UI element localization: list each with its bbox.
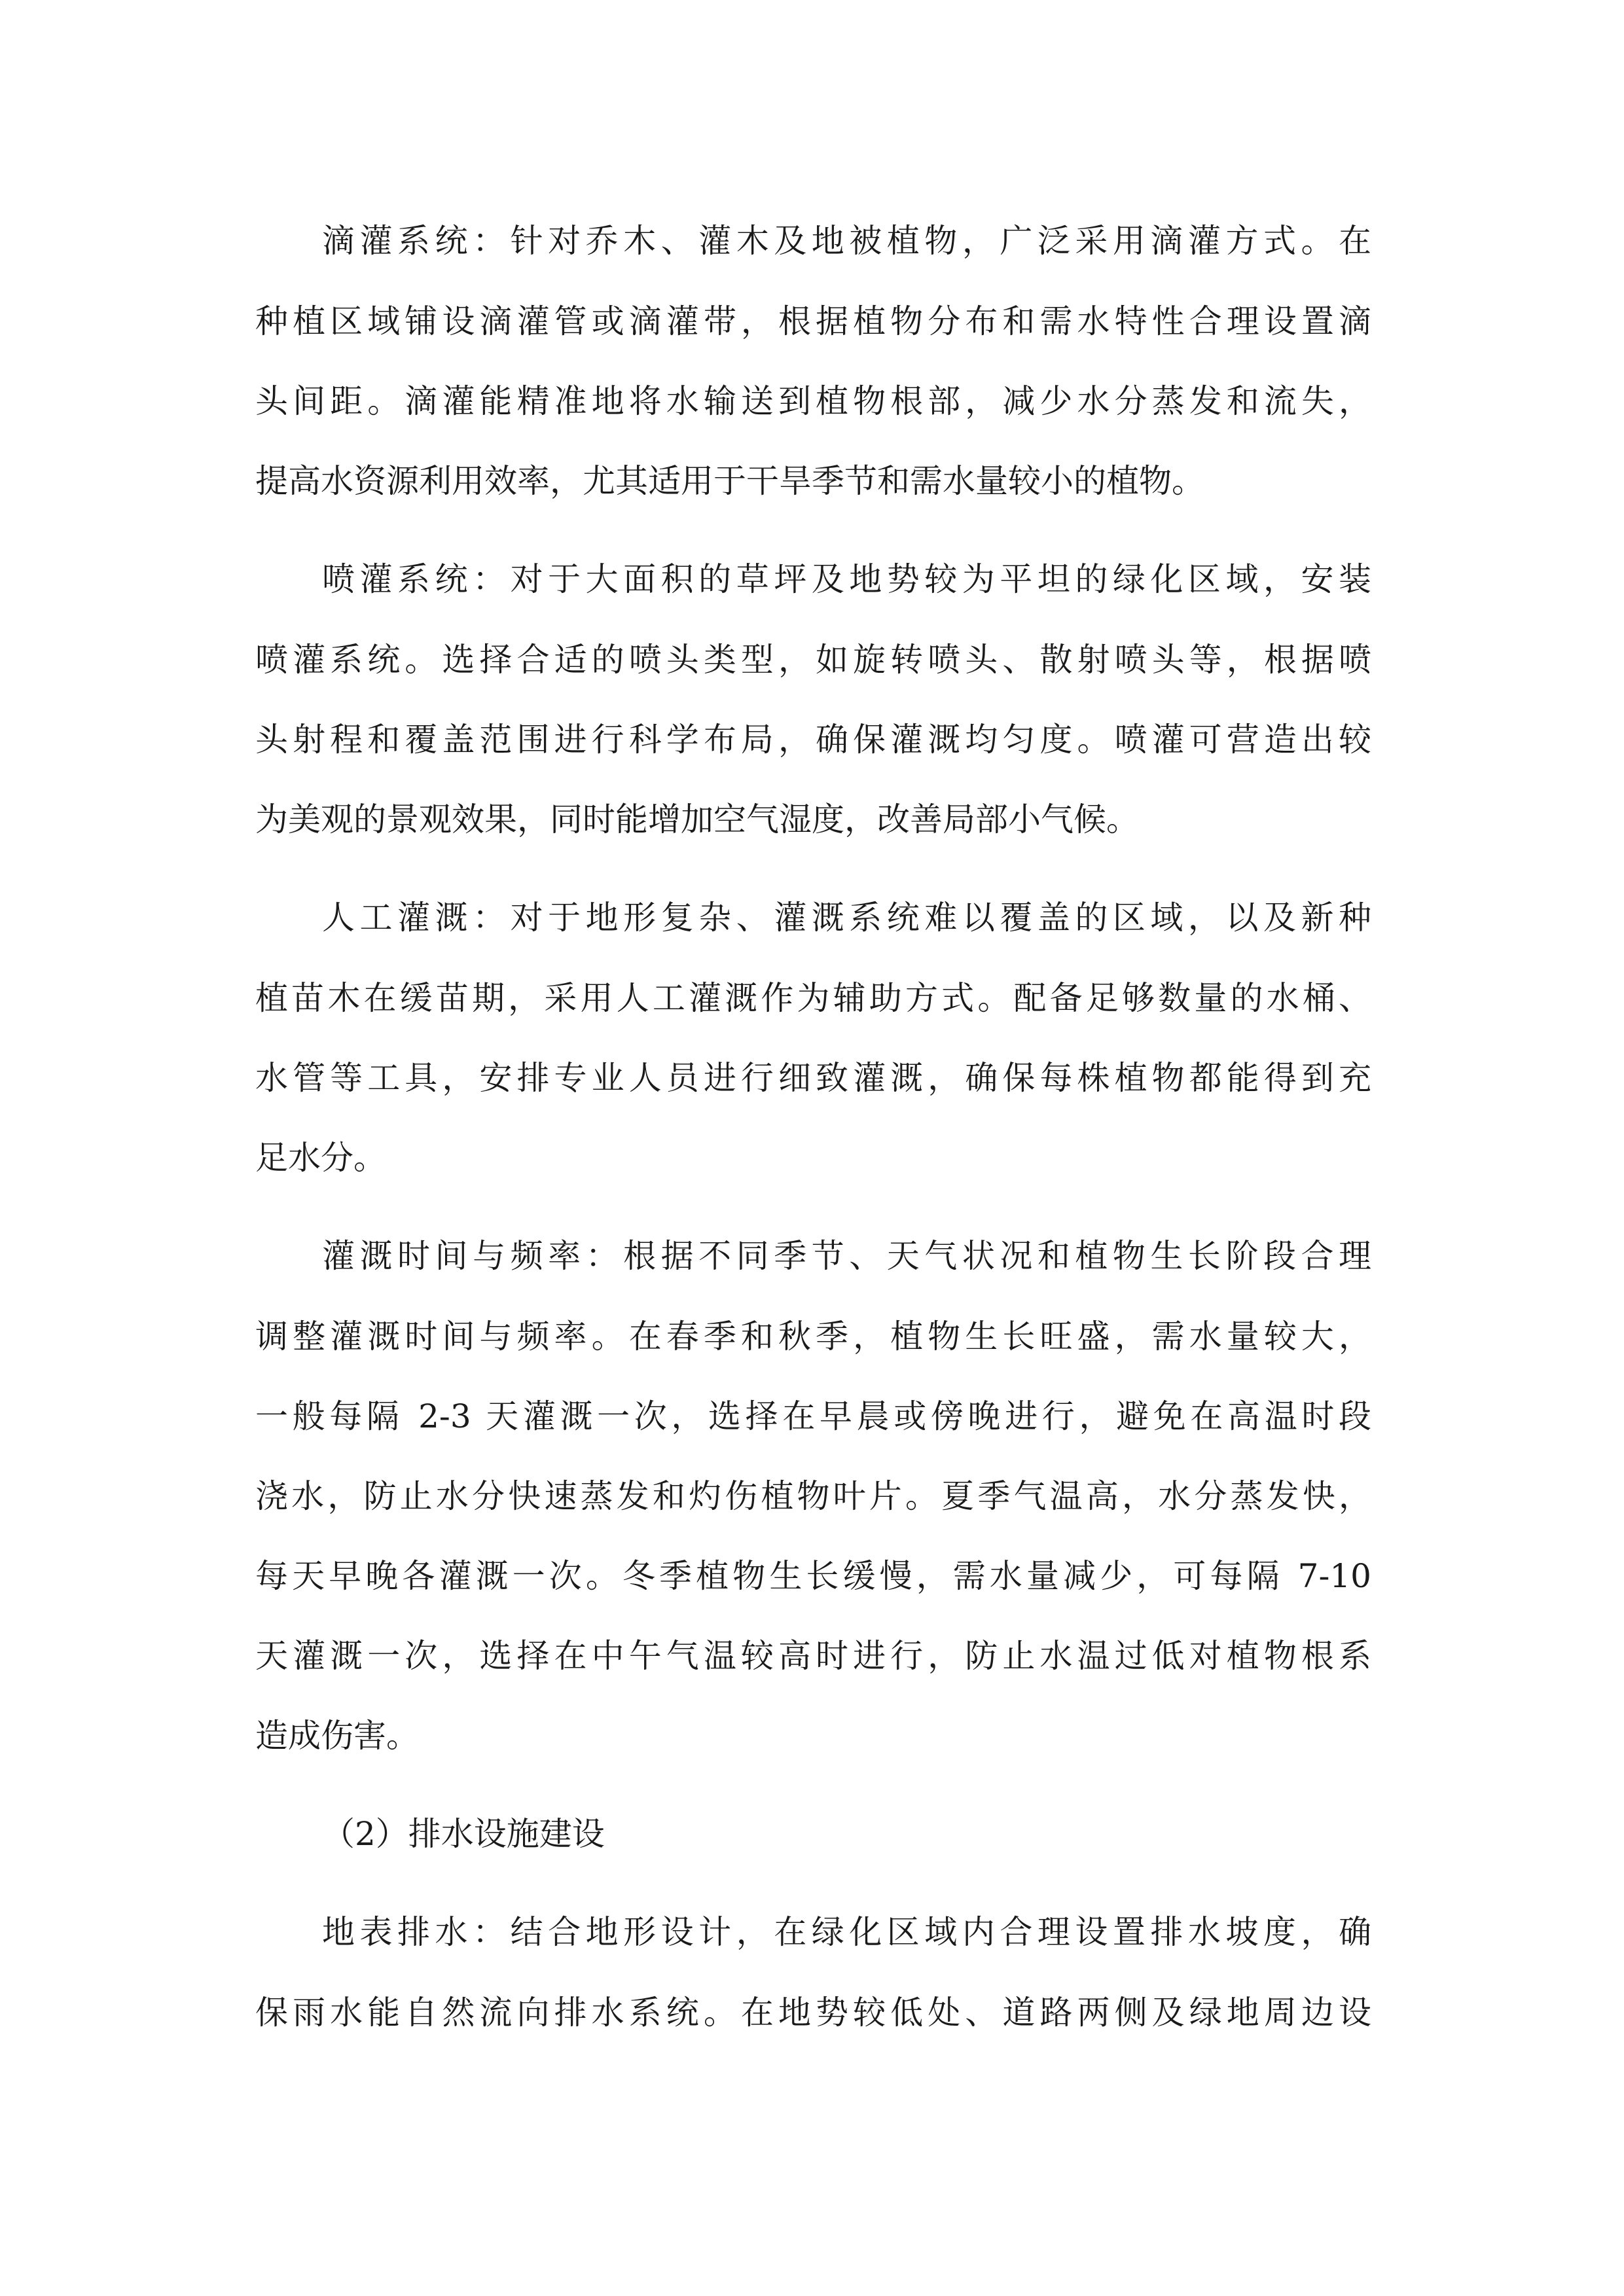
paragraph-line: [0, 1377, 1624, 1456]
text-line: 一般每隔 2-3 天灌溉一次，选择在早晨或傍晚进行，避免在高温时段: [255, 1397, 1371, 1435]
text-line: 人工灌溉：对于地形复杂、灌溉系统难以覆盖的区域，以及新种: [322, 899, 1371, 937]
text-line: 灌溉时间与频率：根据不同季节、天气状况和植物生长阶段合理: [322, 1237, 1371, 1275]
paragraph-line: [0, 1217, 1624, 1295]
paragraph-line: [0, 442, 1624, 520]
text-line: 天灌溉一次，选择在中午气温较高时进行，防止水温过低对植物根系: [255, 1637, 1371, 1675]
text-line: 调整灌溉时间与频率。在春季和秋季，植物生长旺盛，需水量较大，: [255, 1318, 1371, 1355]
paragraph-line: [0, 282, 1624, 361]
text-line: 头射程和覆盖范围进行科学布局，确保灌溉均匀度。喷灌可营造出较: [255, 721, 1371, 759]
paragraph-line: [0, 1617, 1624, 1695]
paragraph-line: [0, 1119, 1624, 1197]
paragraph-line: [0, 878, 1624, 957]
paragraph-line: [0, 1537, 1624, 1615]
paragraph-line: [0, 202, 1624, 280]
text-line: 为美观的景观效果，同时能增加空气湿度，改善局部小气候。: [255, 800, 1139, 838]
paragraph-line: [0, 1973, 1624, 2052]
paragraph-line: [0, 1039, 1624, 1117]
paragraph-line: [0, 1297, 1624, 1376]
paragraph-line: [0, 362, 1624, 440]
text-line: 水管等工具，安排专业人员进行细致灌溉，确保每株植物都能得到充: [255, 1059, 1371, 1097]
heading-text: （2）排水设施建设: [322, 1815, 605, 1853]
text-line: 喷灌系统。选择合适的喷头类型，如旋转喷头、散射喷头等，根据喷: [255, 641, 1371, 679]
paragraph-line: [0, 540, 1624, 619]
text-line: 足水分。: [255, 1139, 386, 1177]
paragraph-line: [0, 1696, 1624, 1775]
text-line: 地表排水：结合地形设计，在绿化区域内合理设置排水坡度，确: [322, 1913, 1371, 1951]
text-line: 喷灌系统：对于大面积的草坪及地势较为平坦的绿化区域，安装: [322, 560, 1371, 598]
text-line: 保雨水能自然流向排水系统。在地势较低处、道路两侧及绿地周边设: [255, 1994, 1371, 2032]
text-line: 种植区域铺设滴灌管或滴灌带，根据植物分布和需水特性合理设置滴: [255, 302, 1371, 340]
paragraph-line: [0, 700, 1624, 779]
paragraph-line: [0, 780, 1624, 859]
text-line: 滴灌系统：针对乔木、灌木及地被植物，广泛采用滴灌方式。在: [322, 222, 1371, 260]
text-line: 头间距。滴灌能精准地将水输送到植物根部，减少水分蒸发和流失，: [255, 382, 1371, 420]
text-line: 植苗木在缓苗期，采用人工灌溉作为辅助方式。配备足够数量的水桶、: [255, 979, 1371, 1017]
text-line: 每天早晚各灌溉一次。冬季植物生长缓慢，需水量减少，可每隔 7-10: [255, 1557, 1371, 1595]
text-line: 提高水资源利用效率，尤其适用于干旱季节和需水量较小的植物。: [255, 462, 1204, 500]
text-line: 造成伤害。: [255, 1717, 419, 1755]
paragraph-line: [0, 1893, 1624, 1971]
paragraph-line: [0, 620, 1624, 699]
paragraph-line: [0, 1457, 1624, 1535]
section-heading: [0, 1795, 1624, 1873]
paragraph-line: [0, 959, 1624, 1037]
text-line: 浇水，防止水分快速蒸发和灼伤植物叶片。夏季气温高，水分蒸发快，: [255, 1477, 1371, 1515]
